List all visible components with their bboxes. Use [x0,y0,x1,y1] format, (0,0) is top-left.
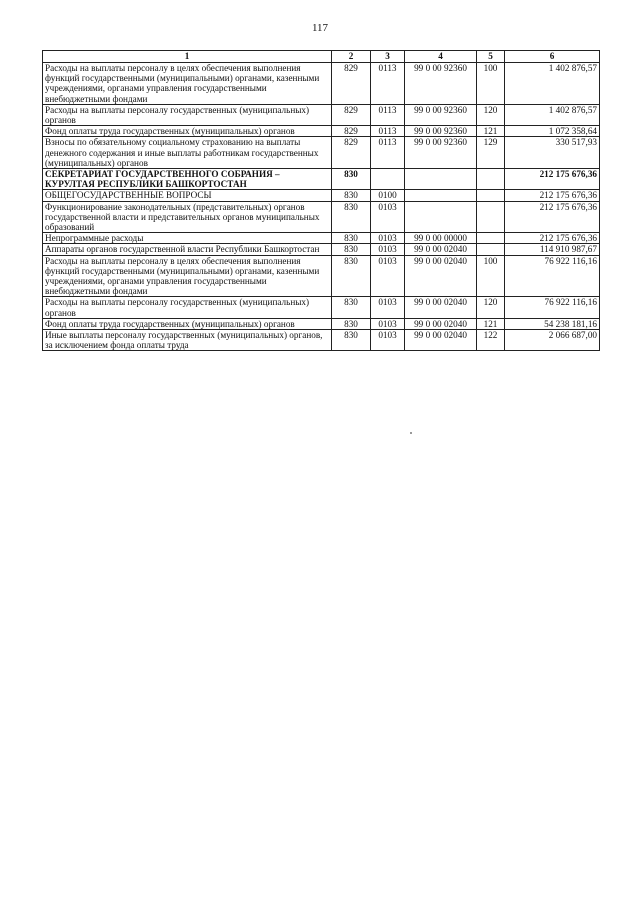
row-name: Расходы на выплаты персоналу в целях обеспечения выполнения функций государственными (муниципальными) органами, казенными учреждениями, органами управления государственными внебюджетными фондами [43,63,332,105]
row-section-code: 0100 [371,190,405,201]
row-name: Функционирование законодательных (представительных) органов государственной власти и представительных органов муниципальных образований [43,201,332,233]
row-section-code: 0103 [371,330,405,351]
row-name: Расходы на выплаты персоналу государственных (муниципальных) органов [43,297,332,318]
row-expense-type: 122 [477,330,505,351]
row-ved-code: 829 [332,104,371,125]
row-amount: 1 402 876,57 [505,63,600,105]
row-ved-code: 830 [332,201,371,233]
row-target-code: 99 0 00 02040 [405,330,477,351]
row-target-code: 99 0 00 02040 [405,244,477,255]
row-section-code: 0113 [371,137,405,169]
row-name: Аппараты органов государственной власти Республики Башкортостан [43,244,332,255]
row-ved-code: 829 [332,137,371,169]
row-ved-code: 829 [332,126,371,137]
row-name: Фонд оплаты труда государственных (муниципальных) органов [43,126,332,137]
table-row [43,330,600,351]
row-amount: 1 072 358,64 [505,126,600,137]
table-row [43,318,600,329]
row-section-code: 0113 [371,63,405,105]
row-target-code: 99 0 00 92360 [405,63,477,105]
row-amount: 1 402 876,57 [505,104,600,125]
header-col-5: 5 [477,51,505,63]
row-amount: 76 922 116,16 [505,297,600,318]
row-target-code [405,169,477,190]
table-header-row [43,51,600,63]
row-expense-type: 121 [477,126,505,137]
table-row [43,244,600,255]
row-target-code: 99 0 00 00000 [405,233,477,244]
row-amount: 212 175 676,36 [505,233,600,244]
table-row [43,233,600,244]
row-section-code: 0113 [371,104,405,125]
row-ved-code: 830 [332,233,371,244]
row-target-code: 99 0 00 92360 [405,126,477,137]
row-target-code [405,201,477,233]
row-ved-code: 830 [332,297,371,318]
table-row [43,169,600,190]
row-target-code: 99 0 00 92360 [405,104,477,125]
table-row [43,137,600,169]
row-expense-type [477,190,505,201]
row-amount: 330 517,93 [505,137,600,169]
header-col-4: 4 [405,51,477,63]
row-expense-type [477,169,505,190]
header-col-2: 2 [332,51,371,63]
row-amount: 76 922 116,16 [505,255,600,297]
row-ved-code: 830 [332,255,371,297]
row-section-code: 0103 [371,297,405,318]
table-row [43,126,600,137]
row-name: Расходы на выплаты персоналу в целях обеспечения выполнения функций государственными (муниципальными) органами, казенными учреждениями, органами управления государственными внебюджетными фондами [43,255,332,297]
row-ved-code: 830 [332,330,371,351]
table-row [43,190,600,201]
table-row [43,104,600,125]
header-col-3: 3 [371,51,405,63]
row-expense-type [477,244,505,255]
row-ved-code: 830 [332,169,371,190]
row-target-code: 99 0 00 92360 [405,137,477,169]
row-target-code: 99 0 00 02040 [405,318,477,329]
row-ved-code: 830 [332,244,371,255]
row-section-code: 0103 [371,318,405,329]
row-section-code: 0103 [371,201,405,233]
row-amount: 2 066 687,00 [505,330,600,351]
row-section-code: 0103 [371,244,405,255]
row-ved-code: 829 [332,63,371,105]
table-row [43,63,600,105]
row-expense-type: 120 [477,104,505,125]
header-col-1: 1 [43,51,332,63]
row-target-code: 99 0 00 02040 [405,255,477,297]
row-expense-type: 129 [477,137,505,169]
row-target-code [405,190,477,201]
table-row [43,255,600,297]
row-amount: 54 238 181,16 [505,318,600,329]
row-ved-code: 830 [332,190,371,201]
row-name: ОБЩЕГОСУДАРСТВЕННЫЕ ВОПРОСЫ [43,190,332,201]
row-expense-type [477,201,505,233]
budget-table [42,50,600,351]
row-amount: 212 175 676,36 [505,201,600,233]
row-name: Непрограммные расходы [43,233,332,244]
row-expense-type: 121 [477,318,505,329]
header-col-6: 6 [505,51,600,63]
scan-speck [410,432,412,434]
row-name: Взносы по обязательному социальному страхованию на выплаты денежного содержания и иные выплаты работникам государственных (муниципальных) органов [43,137,332,169]
table-body [43,63,600,351]
row-ved-code: 830 [332,318,371,329]
row-expense-type: 100 [477,255,505,297]
row-name: СЕКРЕТАРИАТ ГОСУДАРСТВЕННОГО СОБРАНИЯ – КУРУЛТАЯ РЕСПУБЛИКИ БАШКОРТОСТАН [43,169,332,190]
row-amount: 114 910 987,67 [505,244,600,255]
row-name: Расходы на выплаты персоналу государственных (муниципальных) органов [43,104,332,125]
table-row [43,201,600,233]
table-row [43,297,600,318]
row-amount: 212 175 676,36 [505,190,600,201]
row-amount: 212 175 676,36 [505,169,600,190]
row-expense-type [477,233,505,244]
row-section-code [371,169,405,190]
row-section-code: 0113 [371,126,405,137]
row-target-code: 99 0 00 02040 [405,297,477,318]
row-section-code: 0103 [371,255,405,297]
row-name: Фонд оплаты труда государственных (муниципальных) органов [43,318,332,329]
page-number: 117 [311,22,329,34]
row-section-code: 0103 [371,233,405,244]
row-expense-type: 120 [477,297,505,318]
row-name: Иные выплаты персоналу государственных (муниципальных) органов, за исключением фонда оплаты труда [43,330,332,351]
row-expense-type: 100 [477,63,505,105]
